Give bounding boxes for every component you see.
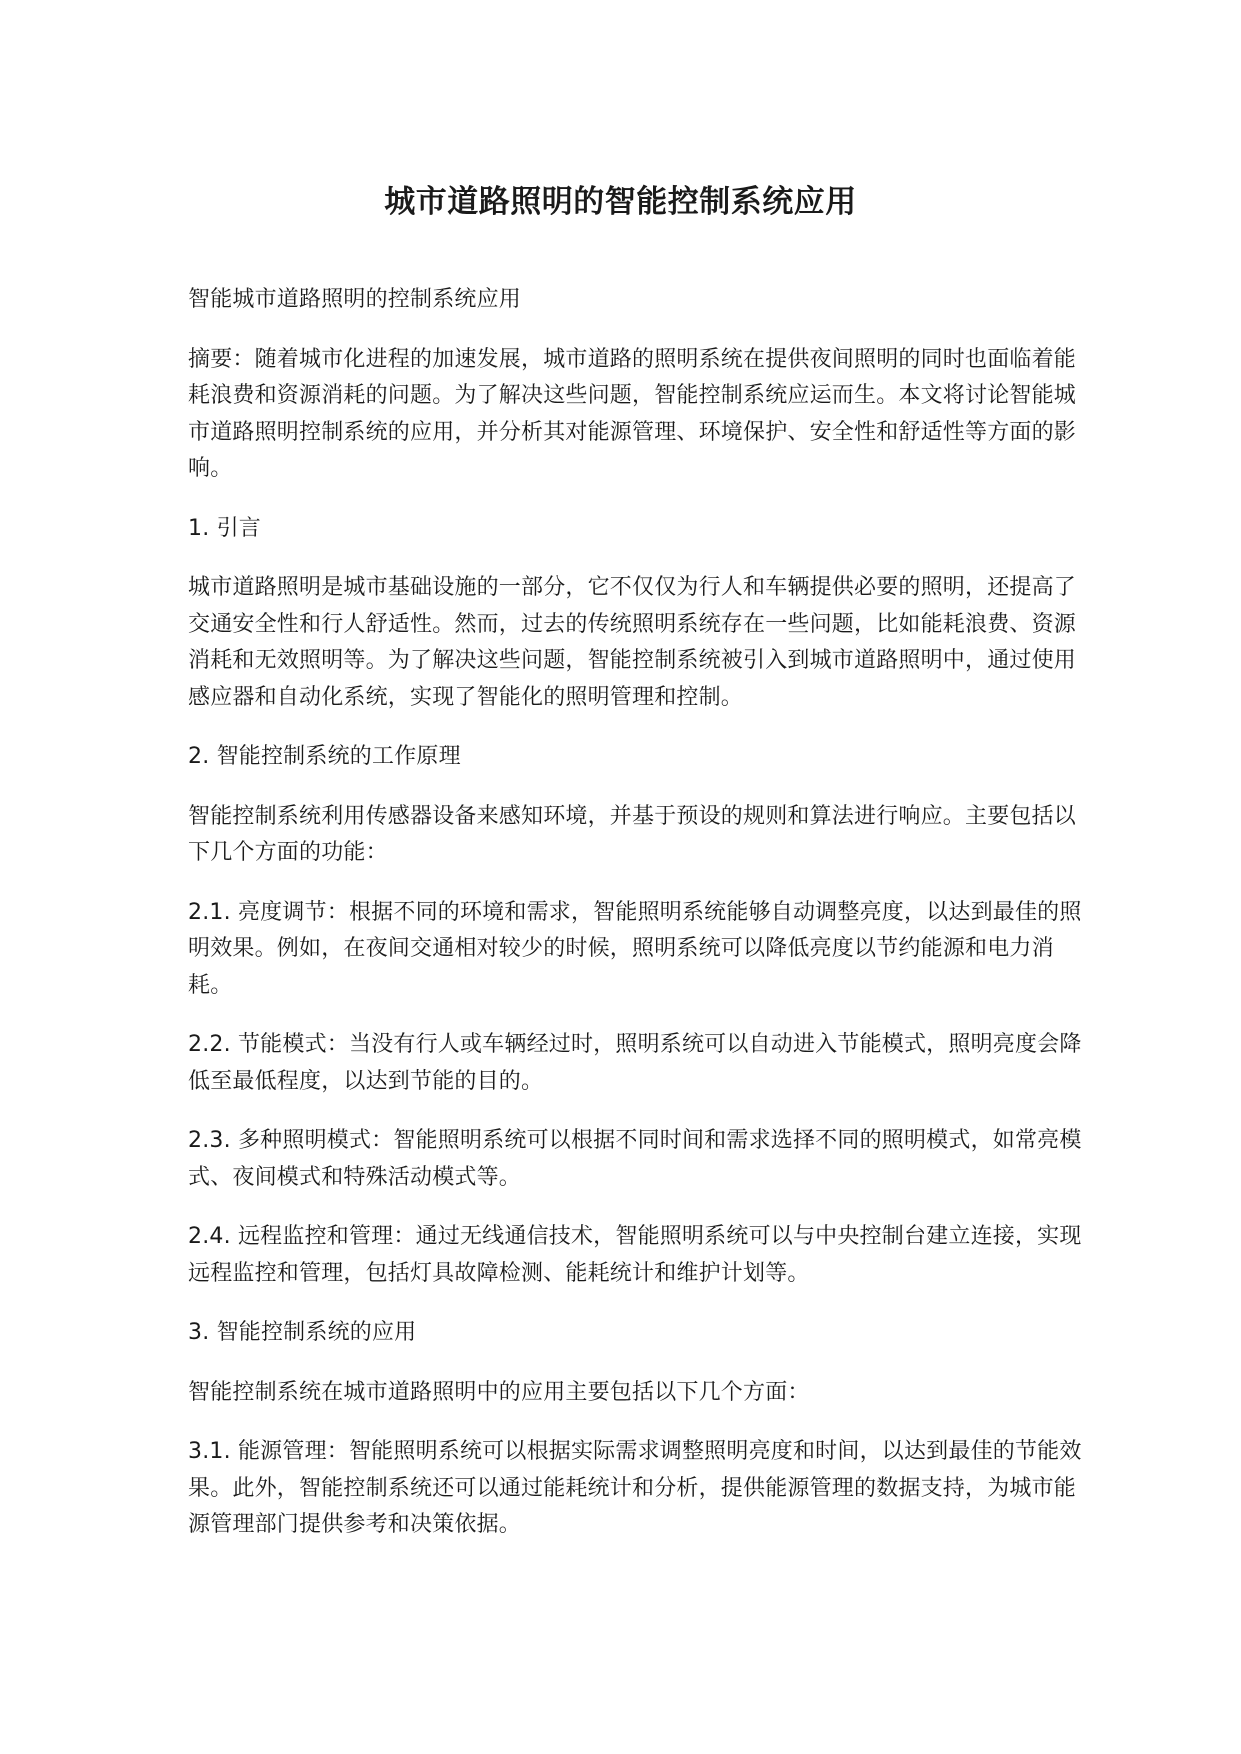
subsection-remote-monitoring: 2.4. 远程监控和管理：通过无线通信技术，智能照明系统可以与中央控制台建立连接，实现远程监控和管理，包括灯具故障检测、能耗统计和维护计划等。	[188, 1224, 1082, 1286]
section-heading-applications: 3. 智能控制系统的应用	[188, 1320, 417, 1345]
subsection-energy-saving-mode: 2.2. 节能模式：当没有行人或车辆经过时，照明系统可以自动进入节能模式，照明亮度会降低至最低程度，以达到节能的目的。	[188, 1032, 1082, 1094]
section-heading-introduction: 1. 引言	[188, 515, 261, 541]
subtitle-paragraph: 智能城市道路照明的控制系统应用	[188, 287, 522, 312]
subsection-brightness-adjustment: 2.1. 亮度调节：根据不同的环境和需求，智能照明系统能够自动调整亮度，以达到最佳的照明效果。例如，在夜间交通相对较少的时候，照明系统可以降低亮度以节约能源和电力消耗。	[188, 899, 1082, 998]
applications-paragraph: 智能控制系统在城市道路照明中的应用主要包括以下几个方面：	[188, 1379, 810, 1405]
working-principle-paragraph: 智能控制系统利用传感器设备来感知环境，并基于预设的规则和算法进行响应。主要包括以下几个方面的功能：	[188, 803, 1077, 865]
subsection-multiple-lighting-modes: 2.3. 多种照明模式：智能照明系统可以根据不同时间和需求选择不同的照明模式，如常亮模式、夜间模式和特殊活动模式等。	[188, 1128, 1082, 1190]
document-title: 城市道路照明的智能控制系统应用	[384, 184, 857, 220]
section-heading-working-principle: 2. 智能控制系统的工作原理	[188, 744, 461, 769]
introduction-paragraph: 城市道路照明是城市基础设施的一部分，它不仅仅为行人和车辆提供必要的照明，还提高了交通安全性和行人舒适性。然而，过去的传统照明系统存在一些问题，比如能耗浪费、资源消耗和无效照明等。为了解决这些问题，智能控制系统被引入到城市道路照明中，通过使用感应器和自动化系统，实现了智能化的照明管理和控制。	[188, 575, 1077, 710]
subsection-energy-management: 3.1. 能源管理：智能照明系统可以根据实际需求调整照明亮度和时间，以达到最佳的节能效果。此外，智能控制系统还可以通过能耗统计和分析，提供能源管理的数据支持，为城市能源管理部门提供参考和决策依据。	[188, 1439, 1082, 1537]
document-body	[188, 282, 1088, 1567]
abstract-paragraph: 摘要：随着城市化进程的加速发展，城市道路的照明系统在提供夜间照明的同时也面临着能耗浪费和资源消耗的问题。为了解决这些问题，智能控制系统应运而生。本文将讨论智能城市道路照明控制系统的应用，并分析其对能源管理、环境保护、安全性和舒适性等方面的影响。	[188, 346, 1077, 481]
